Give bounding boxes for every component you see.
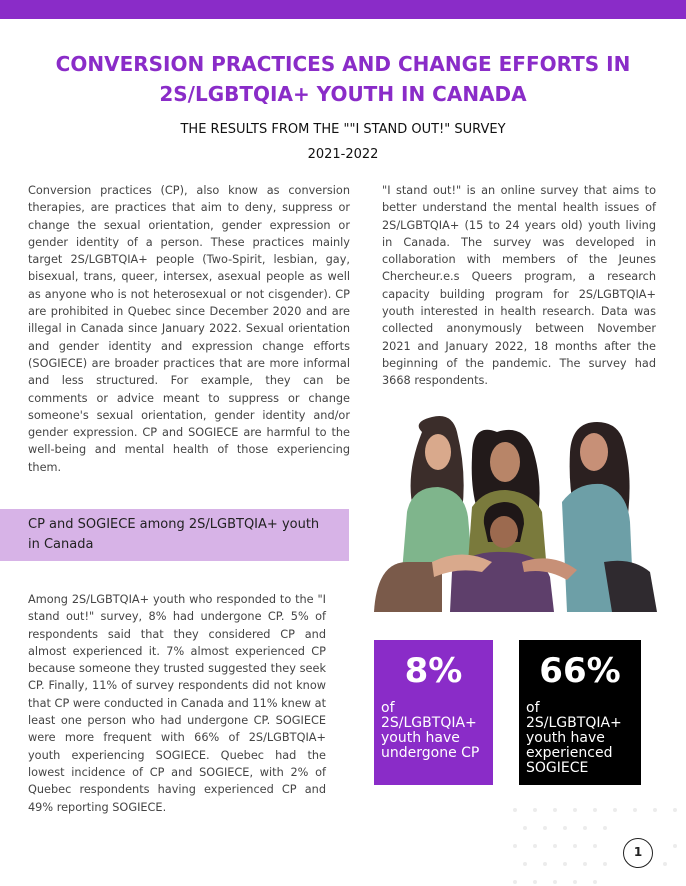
page-subtitle: THE RESULTS FROM THE ""I STAND OUT!" SURVEY	[180, 122, 506, 137]
stat-description-sogiece: of 2S/LGBTQIA+ youth have experienced SOGIECE	[526, 700, 622, 776]
stat-card-cp	[374, 640, 493, 785]
stat-card-sogiece	[519, 640, 641, 785]
stat-description-cp: of 2S/LGBTQIA+ youth have undergone CP	[381, 700, 480, 761]
decorative-dot-pattern	[505, 800, 686, 886]
stat-value-sogiece: 66%	[539, 651, 621, 691]
survey-year: 2021-2022	[307, 147, 379, 162]
title-line-1: CONVERSION PRACTICES AND CHANGE EFFORTS IN	[55, 52, 631, 76]
stat-value-cp: 8%	[404, 651, 463, 691]
results-paragraph: Among 2S/LGBTQIA+ youth who responded to the "I stand out!" survey, 8% had undergone CP. 5% of respondents said that they considered CP and almost experienced it. 7% almost experienced CP because someone they trusted suggested they seek CP. Finally, 11% of survey respondents did not know that CP were conducted in Canada and 11% knew at least one person who had undergone CP. SOGIECE were more frequent with 66% of 2S/LGBTQIA+ youth experiencing SOGIECE. Quebec had the lowest incidence of CP and SOGIECE, with 2% of Quebec respondents having experienced CP and 49% reporting SOGIECE.	[28, 593, 326, 814]
top-accent-bar	[0, 0, 686, 19]
survey-paragraph: "I stand out!" is an online survey that aims to better understand the mental health issues of 2S/LGBTQIA+ (15 to 24 years old) youth living in Canada. The survey was developed in collaboration with members of the Jeunes Chercheur.e.s Queers program, a research capacity building program for 2S/LGBTQIA+ youth interested in health research. Data was collected anonymously between November 2021 and January 2022, 18 months after the beginning of the pandemic. The survey had 3668 respondents.	[382, 184, 656, 388]
page-number: 1	[623, 838, 653, 868]
section-heading: CP and SOGIECE among 2S/LGBTQIA+ youth in Canada	[28, 517, 320, 552]
title-line-2: 2S/LGBTQIA+ YOUTH IN CANADA	[159, 82, 527, 106]
page-title	[20, 49, 666, 109]
intro-paragraph: Conversion practices (CP), also know as conversion therapies, are practices that aim to deny, suppress or change the sexual orientation, gender expression or gender identity of a person. These practices mainly target 2S/LGBTQIA+ people (Two-Spirit, lesbian, gay, bisexual, trans, queer, intersex, asexual people as well as anyone who is not heterosexual or not cisgender). CP are prohibited in Quebec since December 2020 and are illegal in Canada since January 2022. Sexual orientation and gender identity and expression change efforts (SOGIECE) are broader practices that are more informal and less structured. For example, they can be comments or advice meant to suppress or change someone's sexual orientation, gender identity and/or gender expression. CP and SOGIECE are harmful to the well-being and mental health of those experiencing them.	[28, 184, 350, 474]
group-of-four-youth-illustration	[372, 412, 657, 612]
